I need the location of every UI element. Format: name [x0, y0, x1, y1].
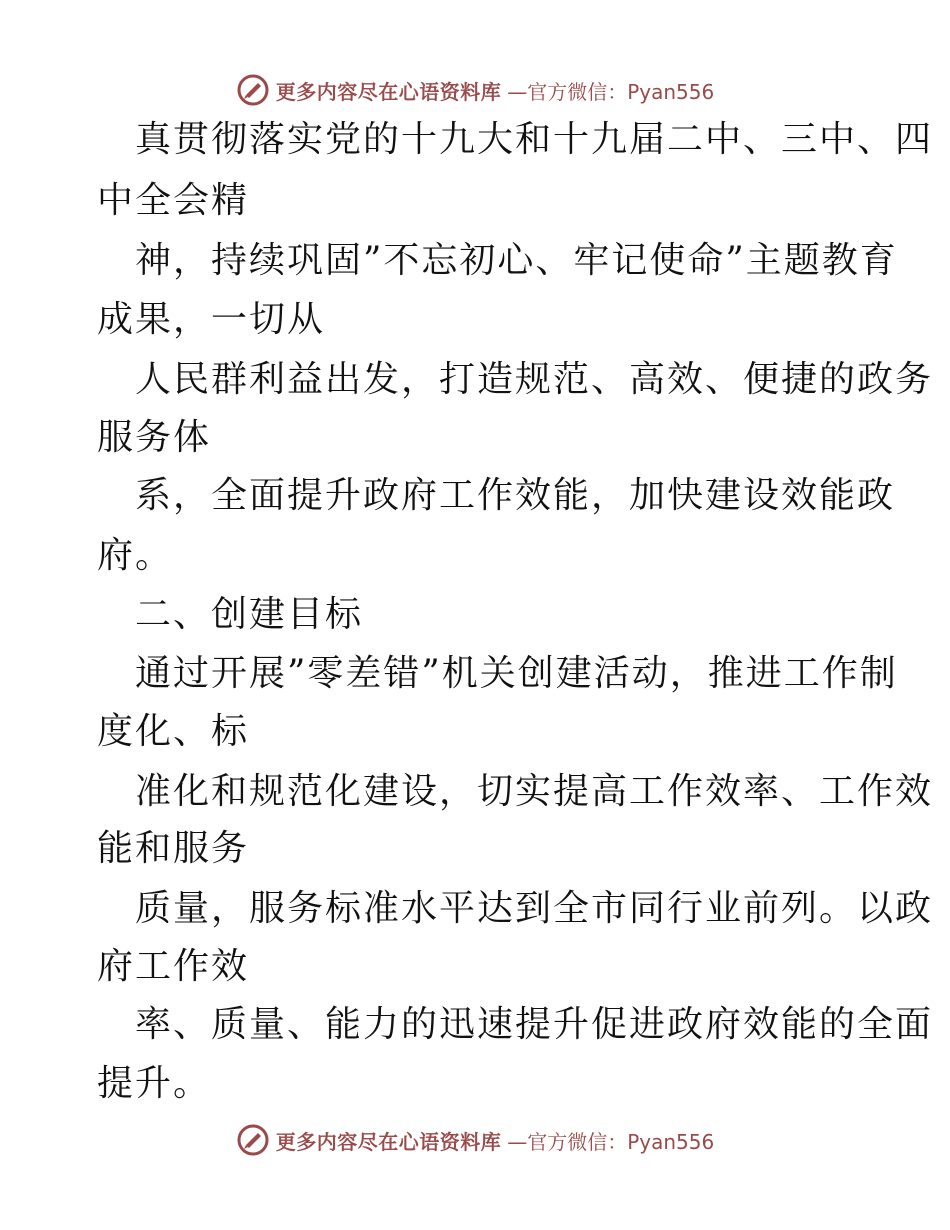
text-line: 率、质量、能力的迅速提升促进政府效能的全面: [135, 1004, 934, 1045]
header-brand-text: 更多内容尽在心语资料库: [275, 79, 502, 104]
text-line: 府工作效: [97, 946, 250, 987]
text-line: 提升。: [97, 1063, 212, 1104]
text-line: 人民群利益出发，打造规范、高效、便捷的政务: [135, 359, 934, 400]
text-line: 能和服务: [97, 828, 250, 869]
footer-wechat-text: —官方微信：Pyan556: [507, 1129, 715, 1154]
text-line: 真贯彻落实党的十九大和十九届二中、三中、四: [135, 119, 934, 160]
footer-brand-text: 更多内容尽在心语资料库: [275, 1129, 502, 1154]
header-wechat-text: —官方微信：Pyan556: [507, 79, 715, 104]
brand-logo-icon: [236, 1123, 270, 1157]
text-line: 成果，一切从: [97, 299, 326, 340]
brand-logo-icon: [236, 73, 270, 107]
text-line: 度化、标: [97, 711, 250, 752]
text-line: 府。: [97, 535, 174, 576]
text-line: 神，持续巩固”不忘初心、牢记使命”主题教育: [135, 240, 898, 281]
text-line: 系，全面提升政府工作效能，加快建设效能政: [135, 475, 896, 516]
text-line: 准化和规范化建设，切实提高工作效率、工作效: [135, 771, 934, 812]
text-line: 中全会精: [97, 180, 250, 221]
text-line: 服务体: [97, 417, 212, 458]
text-line: 质量，服务标准水平达到全市同行业前列。以政: [135, 888, 934, 929]
footer-banner: [0, 1120, 950, 1160]
text-line: 通过开展”零差错”机关创建活动，推进工作制: [135, 653, 898, 694]
header-banner: [0, 70, 950, 110]
section-heading: 二、创建目标: [135, 594, 364, 635]
